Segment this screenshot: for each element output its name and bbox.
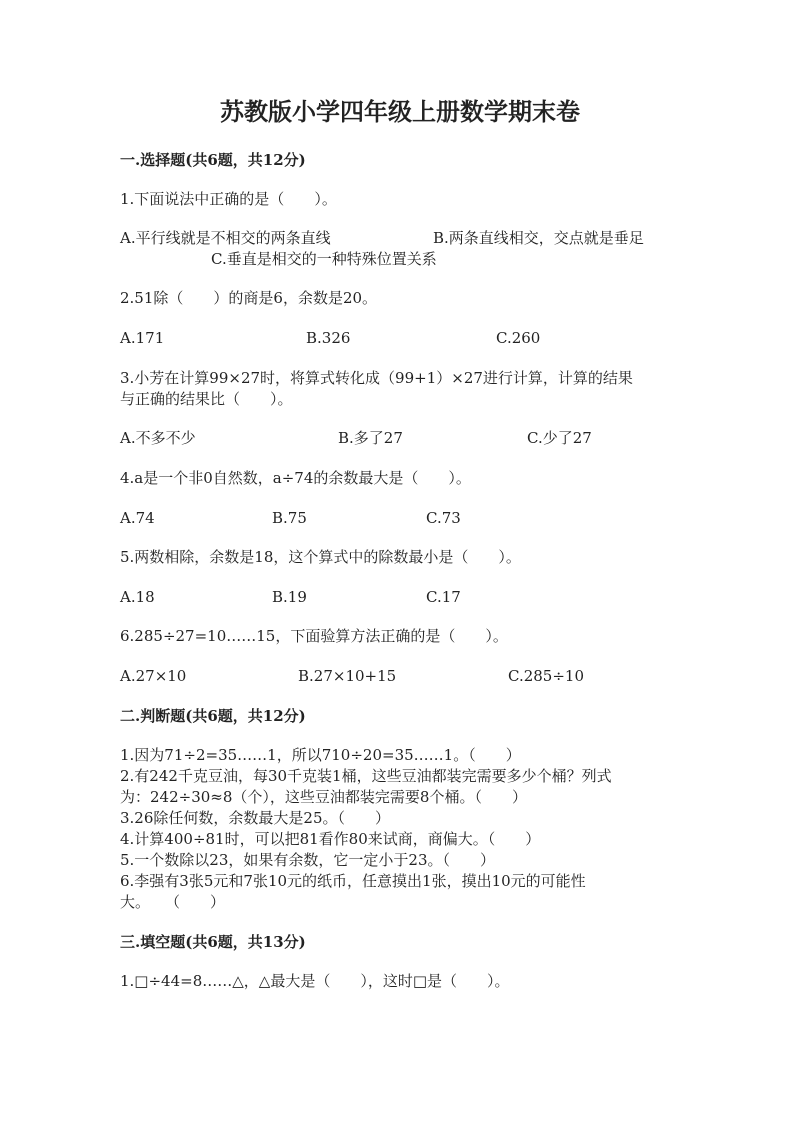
question-3-stem-line2: 与正确的结果比（ ）。 (120, 390, 293, 408)
question-1-option-b: B.两条直线相交，交点就是垂足 (433, 229, 644, 247)
question-5-stem: 5.两数相除，余数是18，这个算式中的除数最小是（ ）。 (120, 548, 521, 566)
question-6-option-c: C.285÷10 (508, 667, 584, 685)
section-heading-choice: 一.选择题(共6题，共12分) (120, 151, 306, 169)
question-1-option-a: A.平行线就是不相交的两条直线 (120, 229, 331, 247)
judgment-line: 为：242÷30≈8（个），这些豆油都装完需要8个桶。（ ） (120, 788, 527, 806)
question-1-stem: 1.下面说法中正确的是（ ）。 (120, 190, 337, 208)
judgment-line: 1.因为71÷2=35……1，所以710÷20=35……1。（ ） (120, 746, 521, 764)
fill-blank-line: 1.□÷44=8……△，△最大是（ ），这时□是（ ）。 (120, 972, 510, 990)
judgment-line: 2.有242千克豆油，每30千克装1桶，这些豆油都装完需要多少个桶？列式 (120, 767, 612, 785)
question-4-option-b: B.75 (272, 509, 307, 527)
question-4-stem: 4.a是一个非0自然数，a÷74的余数最大是（ ）。 (120, 469, 471, 487)
question-2-option-a: A.171 (120, 329, 165, 347)
question-4-option-a: A.74 (120, 509, 155, 527)
question-6-option-b: B.27×10+15 (298, 667, 397, 685)
judgment-line: 5.一个数除以23，如果有余数，它一定小于23。（ ） (120, 851, 495, 869)
question-2-option-c: C.260 (496, 329, 541, 347)
question-5-option-c: C.17 (426, 588, 461, 606)
question-5-option-b: B.19 (272, 588, 307, 606)
question-1-option-c: C.垂直是相交的一种特殊位置关系 (211, 250, 437, 268)
page-title: 苏教版小学四年级上册数学期末卷 (220, 97, 580, 126)
question-3-stem-line1: 3.小芳在计算99×27时，将算式转化成（99+1）×27进行计算，计算的结果 (120, 369, 633, 387)
question-2-stem: 2.51除（ ）的商是6，余数是20。 (120, 289, 378, 307)
question-3-option-c: C.少了27 (527, 429, 592, 447)
question-2-option-b: B.326 (306, 329, 351, 347)
question-5-option-a: A.18 (120, 588, 155, 606)
question-3-option-b: B.多了27 (338, 429, 403, 447)
judgment-line: 大。 （ ） (120, 893, 226, 911)
judgment-line: 3.26除任何数，余数最大是25。（ ） (120, 809, 390, 827)
question-6-option-a: A.27×10 (120, 667, 187, 685)
section-heading-fill-blank: 三.填空题(共6题，共13分) (120, 933, 306, 951)
question-4-option-c: C.73 (426, 509, 461, 527)
question-6-stem: 6.285÷27=10……15，下面验算方法正确的是（ ）。 (120, 627, 508, 645)
judgment-line: 6.李强有3张5元和7张10元的纸币，任意摸出1张，摸出10元的可能性 (120, 872, 586, 890)
question-3-option-a: A.不多不少 (120, 429, 196, 447)
section-heading-judgment: 二.判断题(共6题，共12分) (120, 707, 306, 725)
judgment-line: 4.计算400÷81时，可以把81看作80来试商，商偏大。（ ） (120, 830, 541, 848)
